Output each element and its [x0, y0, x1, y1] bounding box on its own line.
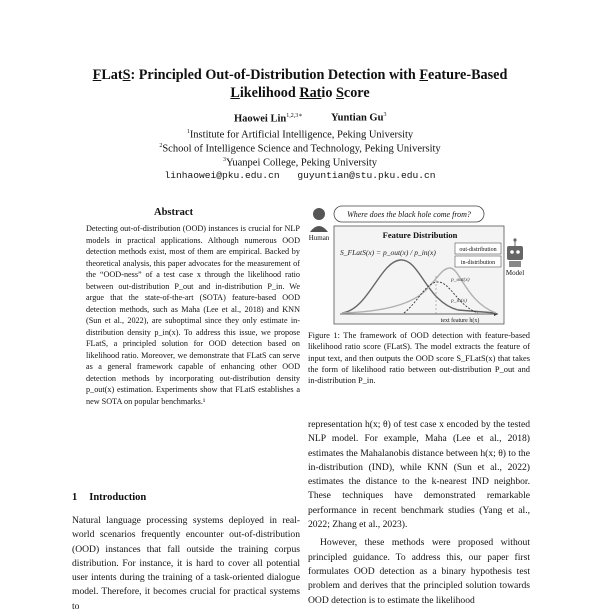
title-part: core — [343, 85, 370, 101]
title-underlined-s2: S — [336, 85, 344, 101]
affiliation-3: $^3$Yuanpei College, Peking University — [222, 157, 378, 169]
title-underlined-s: S — [122, 67, 131, 83]
robot-icon — [507, 238, 523, 267]
affiliation-2: $^2$School of Intelligence Science and Technology, Peking University — [159, 143, 441, 155]
figure-1 — [308, 202, 530, 430]
title-underlined-rat: Rat — [299, 85, 322, 101]
section-heading-introduction: 1 Introduction — [72, 492, 147, 503]
distribution-panel — [334, 226, 504, 324]
introduction-text: Natural language processing systems deployed in real-world scenarios frequently encounter out-of-distribution (OOD) instances that fall outside the training corpus distribution. For instance, it is hard to cover all potential user intents during the training of a task-oriented dialogue model. Therefore, it becomes crucial for practical systems to — [72, 515, 300, 612]
title-part: ikelihood — [239, 85, 300, 101]
model-label: Model — [505, 269, 525, 277]
question-text: Where does the black hole come from? — [347, 210, 471, 219]
right-paragraph-2: However, these methods were proposed without principled guidance. To address this, our paper first formulates OOD detection as a binary hypothesis test problem and derives that the principled solution towards OOD detection is to estimate the likelihood — [308, 537, 530, 606]
human-label: Human — [308, 234, 330, 242]
title-part: : Principled Out-of-Distribution Detection with — [130, 67, 420, 83]
pout-label: p_out(x) — [451, 277, 470, 283]
legend-out-label: out-distribution — [459, 247, 497, 253]
abstract-heading: Abstract — [154, 207, 194, 218]
title-part: Lat — [101, 67, 123, 83]
figure-diagram — [308, 202, 530, 327]
email-2[interactable]: guyuntian@stu.pku.edu.cn — [297, 170, 436, 181]
author-1: Haowei Lin$^{1,2,3∗}$ — [234, 113, 303, 125]
paper-title — [60, 66, 540, 102]
score-formula: S_FLatS(x) = p_out(x) / p_in(x) — [340, 248, 436, 257]
title-part: eature-Based — [428, 67, 508, 83]
title-underlined-l: L — [230, 85, 240, 101]
pin-label: p_in(x) — [451, 298, 467, 304]
abstract-body — [86, 223, 300, 407]
affiliation-1: $^1$Institute for Artificial Intelligence, Peking University — [186, 129, 414, 141]
email-1[interactable]: linhaowei@pku.edu.cn — [164, 170, 280, 181]
title-underlined-f: F — [92, 67, 102, 83]
human-icon — [310, 208, 328, 232]
author-emails — [0, 170, 600, 181]
title-underlined-f2: F — [419, 67, 429, 83]
abstract-text: Detecting out-of-distribution (OOD) instances is crucial for NLP models in practical applications. Although numerous OOD detection methods exist, most of them are empirical. Backed by theoretical analysis, this paper advocates for the measurement of the “OOD-ness” of a test case x through the likelihood ratio between out-distribution P_out and in-distribution P_in. We argue that the state-of-the-art (SOTA) feature-based OOD detection methods, such as Maha (Lee et al., 2018) and KNN (Sun et al., 2022), are suboptimal since they only estimate in-distribution density p_in(x). To address this issue, we propose FLatS, a principled solution for OOD detection based on likelihood ratio. Moreover, we demonstrate that FLatS can serve as a general framework capable of enhancing other OOD detection methods by incorporating out-distribution density p_out(x) estimation. Experiments show that FLatS establishes a new SOTA on popular benchmarks.¹ — [86, 224, 300, 406]
right-paragraph-1: representation h(x; θ) of test case x encoded by the tested NLP model. For example, Maha (Lee et al., 2018) estimates the Mahalanobis distance between h(x; θ) to the in-distribution (IND), while KNN (Sun et al., 2022) estimates the distance to the k-nearest IND neighbor. These techniques have demonstrated remarkable performance in recent benchmark studies (Yang et al., 2022; Zhang et al., 2023). — [308, 419, 530, 531]
distribution-title: Feature Distribution — [382, 230, 458, 240]
title-part: io — [321, 85, 337, 101]
axis-label: text feature h(x) — [440, 318, 480, 324]
right-column-text — [308, 418, 530, 608]
legend-in-label: in-distribution — [460, 260, 496, 266]
author-2: Yuntian Gu$^3$ — [331, 112, 387, 124]
figure-caption: Figure 1: The framework of OOD detection with feature-based likelihood ratio score (FLatS). The model extracts the feature of input text, and then outputs the OOD score S_FLatS(x) that takes the form of likelihood ratio between out-distribution P_out and in-distribution P_in. — [308, 331, 530, 386]
